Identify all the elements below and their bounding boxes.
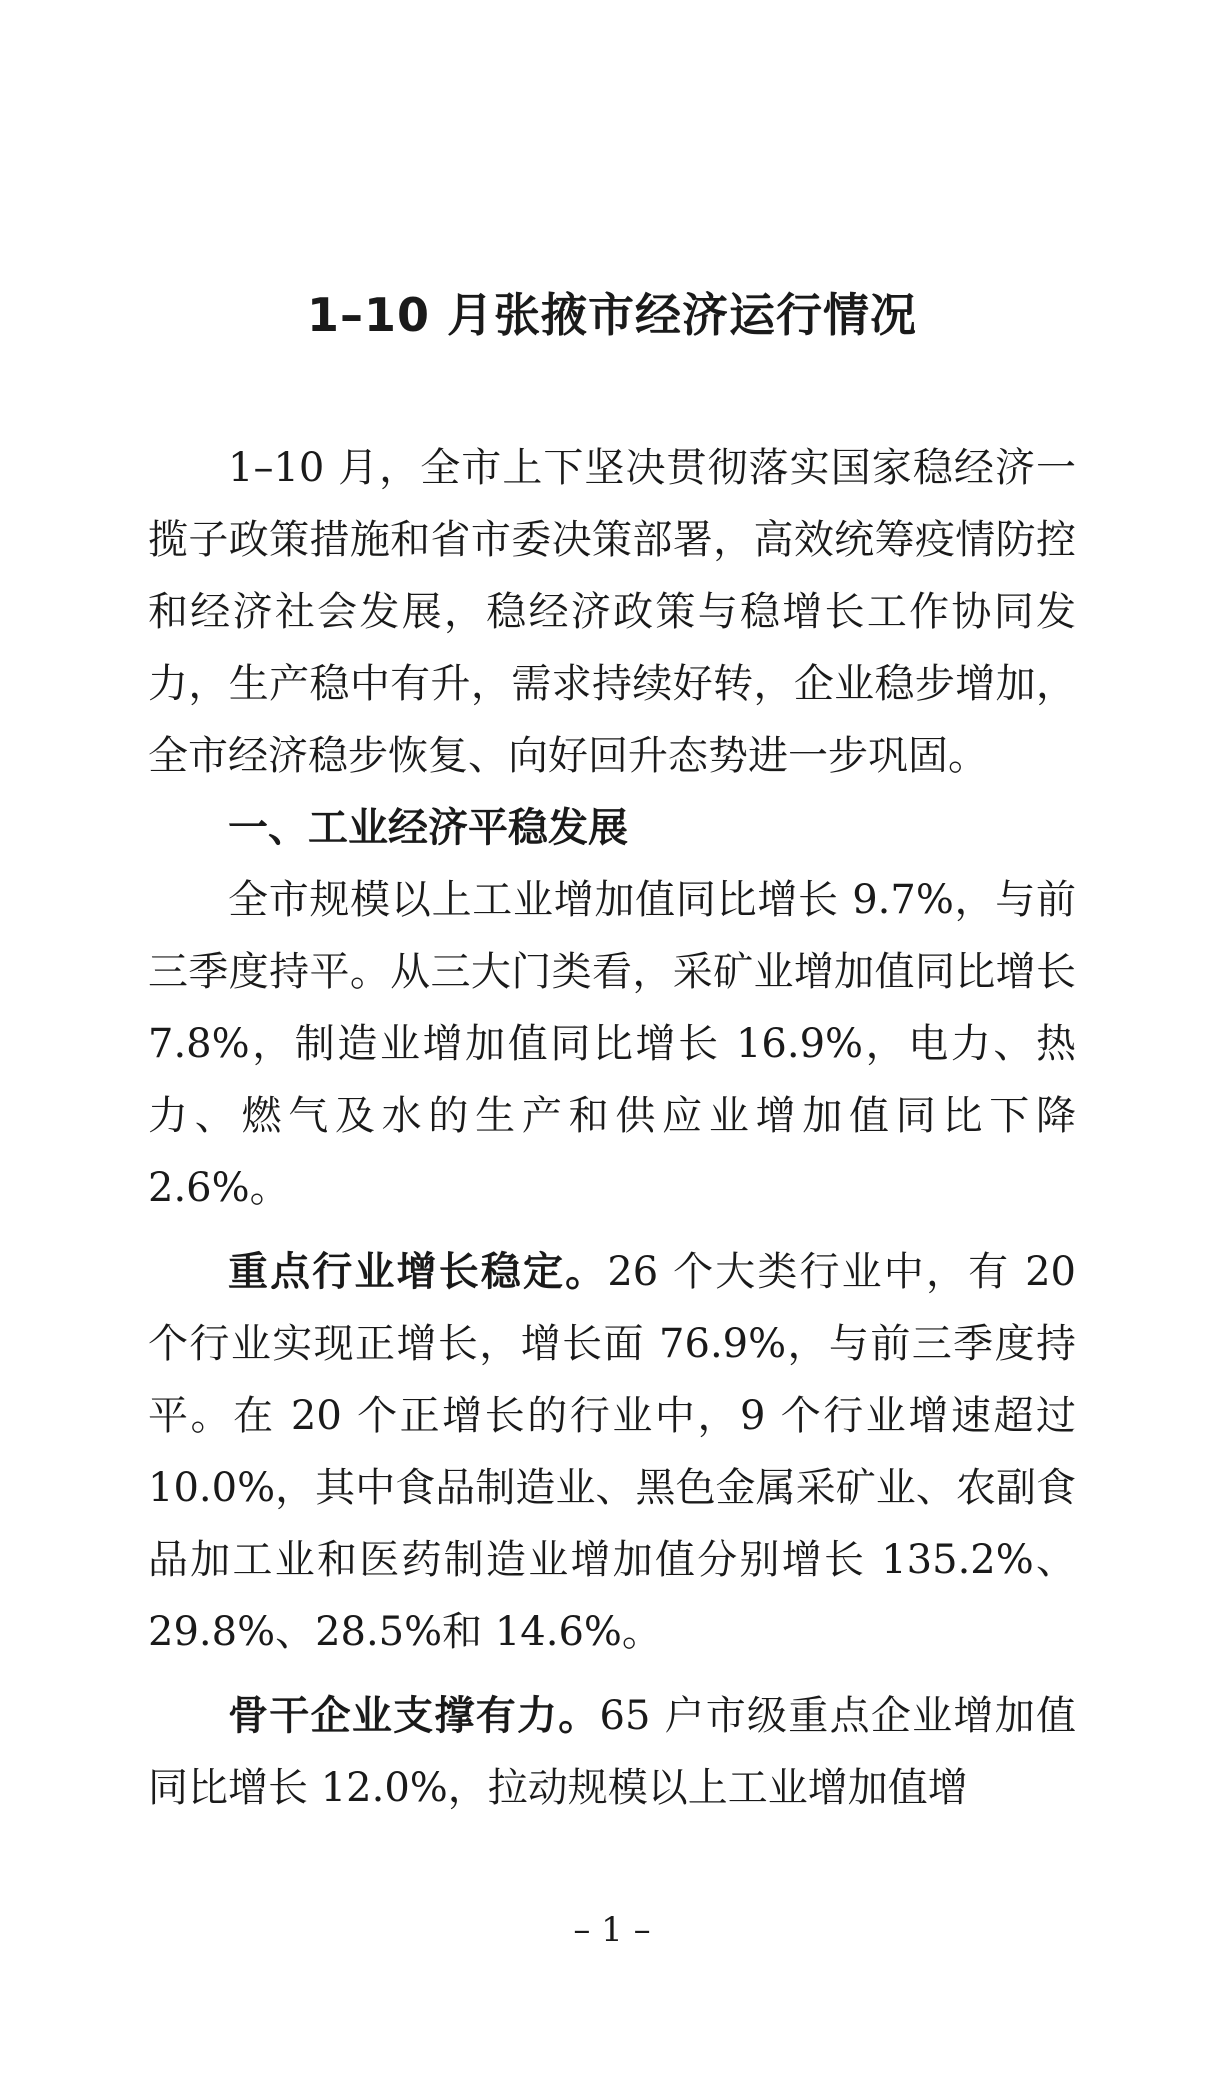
section-heading-industry: 一、工业经济平稳发展 (228, 805, 628, 851)
page-number: – 1 – (573, 1910, 651, 1950)
key-enterprises-text: 65 户市级重点企业增加值同比增长 12.0%，拉动规模以上工业增加值增 (148, 1693, 1076, 1811)
document-body (148, 432, 1076, 1824)
key-enterprises-paragraph (148, 1680, 1076, 1824)
key-industries-text: 26 个大类行业中，有 20 个行业实现正增长，增长面 76.9%，与前三季度持平。在 20 个正增长的行业中，9 个行业增速超过 10.0%，其中食品制造业、黑色金属采矿业、农副食品加工业和医药制造业增加值分别增长 135.2%、29.8%、28.5%和 14.6%。 (148, 1249, 1076, 1655)
key-industries-lead: 重点行业增长稳定。 (228, 1248, 608, 1295)
key-enterprises-lead: 骨干企业支撑有力。 (228, 1692, 600, 1739)
intro-paragraph: 1–10 月，全市上下坚决贯彻落实国家稳经济一揽子政策措施和省市委决策部署，高效统筹疫情防控和经济社会发展，稳经济政策与稳增长工作协同发力，生产稳中有升，需求持续好转，企业稳步增加，全市经济稳步恢复、向好回升态势进一步巩固。 (148, 445, 1076, 779)
document-title: 1–10 月张掖市经济运行情况 (306, 288, 918, 342)
industry-paragraph: 全市规模以上工业增加值同比增长 9.7%，与前三季度持平。从三大门类看，采矿业增加值同比增长 7.8%，制造业增加值同比增长 16.9%，电力、热力、燃气及水的生产和供应业增加值同比下降 2.6%。 (148, 877, 1076, 1211)
key-industries-paragraph (148, 1236, 1076, 1668)
